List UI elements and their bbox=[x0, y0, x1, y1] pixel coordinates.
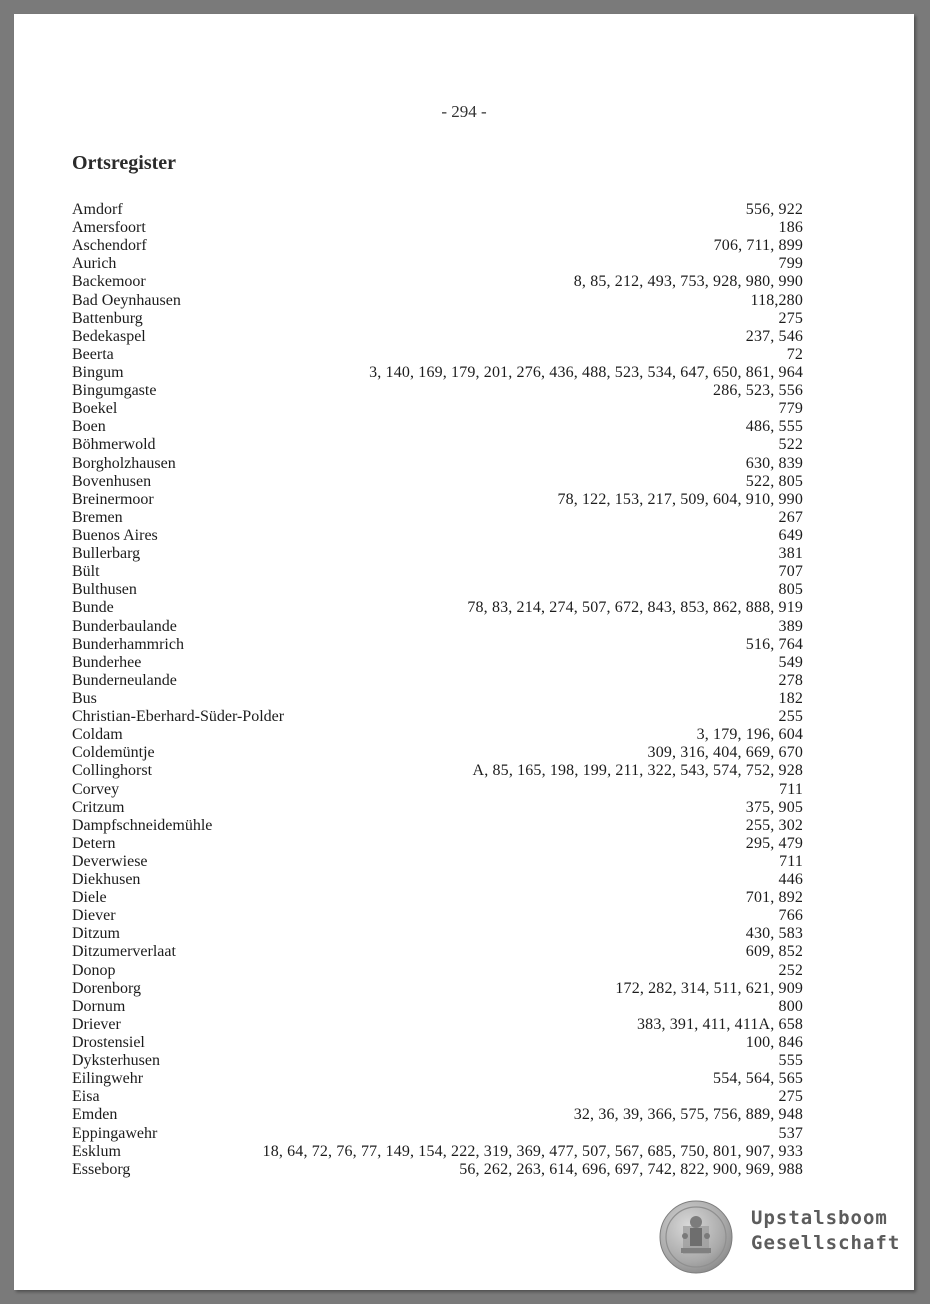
page-references: 630, 839 bbox=[745, 454, 803, 472]
index-entry bbox=[72, 853, 803, 871]
place-name: Dorenborg bbox=[72, 979, 142, 997]
page-references: 255, 302 bbox=[745, 816, 803, 834]
index-entry bbox=[72, 889, 803, 907]
place-name: Backemoor bbox=[72, 273, 146, 291]
page-references: 649 bbox=[778, 526, 803, 544]
place-name: Aschendorf bbox=[72, 237, 147, 255]
page-references: 711 bbox=[779, 852, 803, 870]
document-page bbox=[14, 14, 914, 1290]
page-references: 766 bbox=[778, 907, 803, 925]
place-name: Coldam bbox=[72, 726, 123, 744]
index-entry bbox=[72, 255, 803, 273]
seal-icon bbox=[659, 1200, 733, 1274]
index-entry bbox=[72, 527, 803, 545]
place-name: Donop bbox=[72, 961, 116, 979]
index-entry bbox=[72, 654, 803, 672]
place-name: Bingumgaste bbox=[72, 382, 157, 400]
place-name: Bedekaspel bbox=[72, 327, 146, 345]
place-name: Coldemüntje bbox=[72, 744, 155, 762]
place-name: Amersfoort bbox=[72, 219, 146, 237]
logo-text-line2: Gesellschaft bbox=[751, 1232, 901, 1254]
page-number: - 294 - bbox=[441, 102, 487, 121]
place-name: Buenos Aires bbox=[72, 526, 158, 544]
index-entry bbox=[72, 436, 803, 454]
page-references: 8, 85, 212, 493, 753, 928, 980, 990 bbox=[573, 273, 803, 291]
page-references: 800 bbox=[778, 997, 803, 1015]
page-references: 3, 140, 169, 179, 201, 276, 436, 488, 523, 534, 647, 650, 861, 964 bbox=[369, 363, 803, 381]
place-name: Bunderneulande bbox=[72, 671, 177, 689]
page-references: 779 bbox=[778, 400, 803, 418]
index-entry bbox=[72, 708, 803, 726]
page-references: 3, 179, 196, 604 bbox=[696, 726, 803, 744]
page-references: 516, 764 bbox=[745, 635, 803, 653]
index-entry bbox=[72, 1143, 803, 1161]
place-name: Bunderhammrich bbox=[72, 635, 184, 653]
page-references: 295, 479 bbox=[745, 834, 803, 852]
place-name: Aurich bbox=[72, 255, 117, 273]
index-entry bbox=[72, 545, 803, 563]
place-name: Bült bbox=[72, 563, 100, 581]
page-references: 237, 546 bbox=[745, 327, 803, 345]
page-references: 172, 282, 314, 511, 621, 909 bbox=[615, 979, 803, 997]
page-references: 267 bbox=[778, 508, 803, 526]
page-references: 486, 555 bbox=[745, 418, 803, 436]
place-name: Breinermoor bbox=[72, 490, 154, 508]
index-entry bbox=[72, 980, 803, 998]
index-entry bbox=[72, 328, 803, 346]
place-name: Eilingwehr bbox=[72, 1070, 144, 1088]
page-references: 186 bbox=[778, 219, 803, 237]
index-entry bbox=[72, 1106, 803, 1124]
index-entry bbox=[72, 273, 803, 291]
place-name: Dampfschneidemühle bbox=[72, 816, 213, 834]
place-name: Critzum bbox=[72, 798, 125, 816]
page-references: 18, 64, 72, 76, 77, 149, 154, 222, 319, 369, 477, 507, 567, 685, 750, 801, 907, 933 bbox=[262, 1142, 803, 1160]
index-entry bbox=[72, 1070, 803, 1088]
place-name: Battenburg bbox=[72, 309, 143, 327]
page-references: 255 bbox=[778, 708, 803, 726]
index-entry bbox=[72, 636, 803, 654]
place-name: Eppingawehr bbox=[72, 1124, 158, 1142]
page-references: 78, 122, 153, 217, 509, 604, 910, 990 bbox=[557, 490, 803, 508]
place-name: Boekel bbox=[72, 400, 118, 418]
page-references: 182 bbox=[778, 689, 803, 707]
index-entry bbox=[72, 618, 803, 636]
page-references: 375, 905 bbox=[745, 798, 803, 816]
index-list bbox=[72, 201, 803, 1179]
place-name: Diele bbox=[72, 889, 107, 907]
place-name: Driever bbox=[72, 1015, 121, 1033]
index-entry bbox=[72, 1034, 803, 1052]
index-entry bbox=[72, 237, 803, 255]
index-entry bbox=[72, 1125, 803, 1143]
place-name: Amdorf bbox=[72, 201, 123, 218]
index-entry bbox=[72, 925, 803, 943]
page-references: 100, 846 bbox=[745, 1034, 803, 1052]
place-name: Emden bbox=[72, 1106, 118, 1124]
place-name: Diekhusen bbox=[72, 871, 141, 889]
page-references: 56, 262, 263, 614, 696, 697, 742, 822, 900, 969, 988 bbox=[459, 1160, 803, 1178]
place-name: Esseborg bbox=[72, 1160, 131, 1178]
index-entry bbox=[72, 943, 803, 961]
index-entry bbox=[72, 907, 803, 925]
place-name: Deverwiese bbox=[72, 852, 148, 870]
index-entry bbox=[72, 599, 803, 617]
place-name: Bunderhee bbox=[72, 653, 142, 671]
index-entry bbox=[72, 762, 803, 780]
index-entry bbox=[72, 491, 803, 509]
index-entry bbox=[72, 310, 803, 328]
index-entry bbox=[72, 744, 803, 762]
place-name: Dyksterhusen bbox=[72, 1052, 160, 1070]
page-references: 430, 583 bbox=[745, 925, 803, 943]
place-name: Bunderbaulande bbox=[72, 617, 177, 635]
page-references: 706, 711, 899 bbox=[713, 237, 803, 255]
index-entry bbox=[72, 1016, 803, 1034]
place-name: Ditzum bbox=[72, 925, 120, 943]
place-name: Bovenhusen bbox=[72, 472, 152, 490]
index-entry bbox=[72, 1161, 803, 1179]
index-entry bbox=[72, 726, 803, 744]
page-references: 799 bbox=[778, 255, 803, 273]
place-name: Bunde bbox=[72, 599, 114, 617]
place-name: Diever bbox=[72, 907, 116, 925]
page-references: 537 bbox=[778, 1124, 803, 1142]
place-name: Bulthusen bbox=[72, 581, 137, 599]
place-name: Bremen bbox=[72, 508, 123, 526]
page-references: 446 bbox=[778, 871, 803, 889]
index-entry bbox=[72, 563, 803, 581]
place-name: Corvey bbox=[72, 780, 120, 798]
index-entry bbox=[72, 1052, 803, 1070]
index-entry bbox=[72, 781, 803, 799]
index-entry bbox=[72, 509, 803, 527]
place-name: Ditzumerverlaat bbox=[72, 943, 176, 961]
place-name: Bad Oeynhausen bbox=[72, 291, 181, 309]
page-references: A, 85, 165, 198, 199, 211, 322, 543, 574, 752, 928 bbox=[472, 762, 803, 780]
index-entry bbox=[72, 346, 803, 364]
page-references: 78, 83, 214, 274, 507, 672, 843, 853, 862, 888, 919 bbox=[467, 599, 803, 617]
page-references: 555 bbox=[778, 1052, 803, 1070]
place-name: Böhmerwold bbox=[72, 436, 156, 454]
page-references: 72 bbox=[786, 345, 803, 363]
place-name: Beerta bbox=[72, 345, 114, 363]
index-entry bbox=[72, 418, 803, 436]
place-name: Drostensiel bbox=[72, 1034, 145, 1052]
page-references: 252 bbox=[778, 961, 803, 979]
index-entry bbox=[72, 364, 803, 382]
index-entry bbox=[72, 871, 803, 889]
index-entry bbox=[72, 219, 803, 237]
page-references: 275 bbox=[778, 309, 803, 327]
index-entry bbox=[72, 292, 803, 310]
page-references: 522, 805 bbox=[745, 472, 803, 490]
page-references: 383, 391, 411, 411A, 658 bbox=[637, 1015, 803, 1033]
page-references: 711 bbox=[779, 780, 803, 798]
page-references: 275 bbox=[778, 1088, 803, 1106]
page-references: 707 bbox=[778, 563, 803, 581]
index-entry bbox=[72, 473, 803, 491]
page-references: 389 bbox=[778, 617, 803, 635]
index-entry bbox=[72, 581, 803, 599]
page-references: 554, 564, 565 bbox=[713, 1070, 803, 1088]
page-references: 32, 36, 39, 366, 575, 756, 889, 948 bbox=[573, 1106, 803, 1124]
publisher-logo bbox=[659, 1200, 904, 1280]
page-references: 522 bbox=[778, 436, 803, 454]
index-entry bbox=[72, 799, 803, 817]
place-name: Collinghorst bbox=[72, 762, 153, 780]
page-title: Ortsregister bbox=[72, 152, 177, 174]
index-entry bbox=[72, 672, 803, 690]
page-references: 556, 922 bbox=[745, 201, 803, 218]
place-name: Detern bbox=[72, 834, 116, 852]
index-entry bbox=[72, 1088, 803, 1106]
index-entry bbox=[72, 998, 803, 1016]
page-references: 118,280 bbox=[750, 291, 803, 309]
page-references: 609, 852 bbox=[745, 943, 803, 961]
place-name: Borgholzhausen bbox=[72, 454, 176, 472]
place-name: Boen bbox=[72, 418, 106, 436]
index-entry bbox=[72, 382, 803, 400]
place-name: Christian-Eberhard-Süder-Polder bbox=[72, 708, 285, 726]
logo-text-line1: Upstalsboom bbox=[751, 1207, 888, 1229]
index-entry bbox=[72, 201, 803, 219]
page-references: 286, 523, 556 bbox=[713, 382, 803, 400]
place-name: Bullerbarg bbox=[72, 545, 141, 563]
index-entry bbox=[72, 455, 803, 473]
page-references: 805 bbox=[778, 581, 803, 599]
place-name: Bus bbox=[72, 689, 97, 707]
place-name: Bingum bbox=[72, 363, 124, 381]
page-references: 381 bbox=[778, 545, 803, 563]
page-references: 549 bbox=[778, 653, 803, 671]
index-entry bbox=[72, 817, 803, 835]
place-name: Esklum bbox=[72, 1142, 121, 1160]
place-name: Dornum bbox=[72, 997, 126, 1015]
page-references: 278 bbox=[778, 671, 803, 689]
place-name: Eisa bbox=[72, 1088, 100, 1106]
index-entry bbox=[72, 400, 803, 418]
index-entry bbox=[72, 962, 803, 980]
index-entry bbox=[72, 835, 803, 853]
page-references: 701, 892 bbox=[745, 889, 803, 907]
index-entry bbox=[72, 690, 803, 708]
page-references: 309, 316, 404, 669, 670 bbox=[647, 744, 803, 762]
